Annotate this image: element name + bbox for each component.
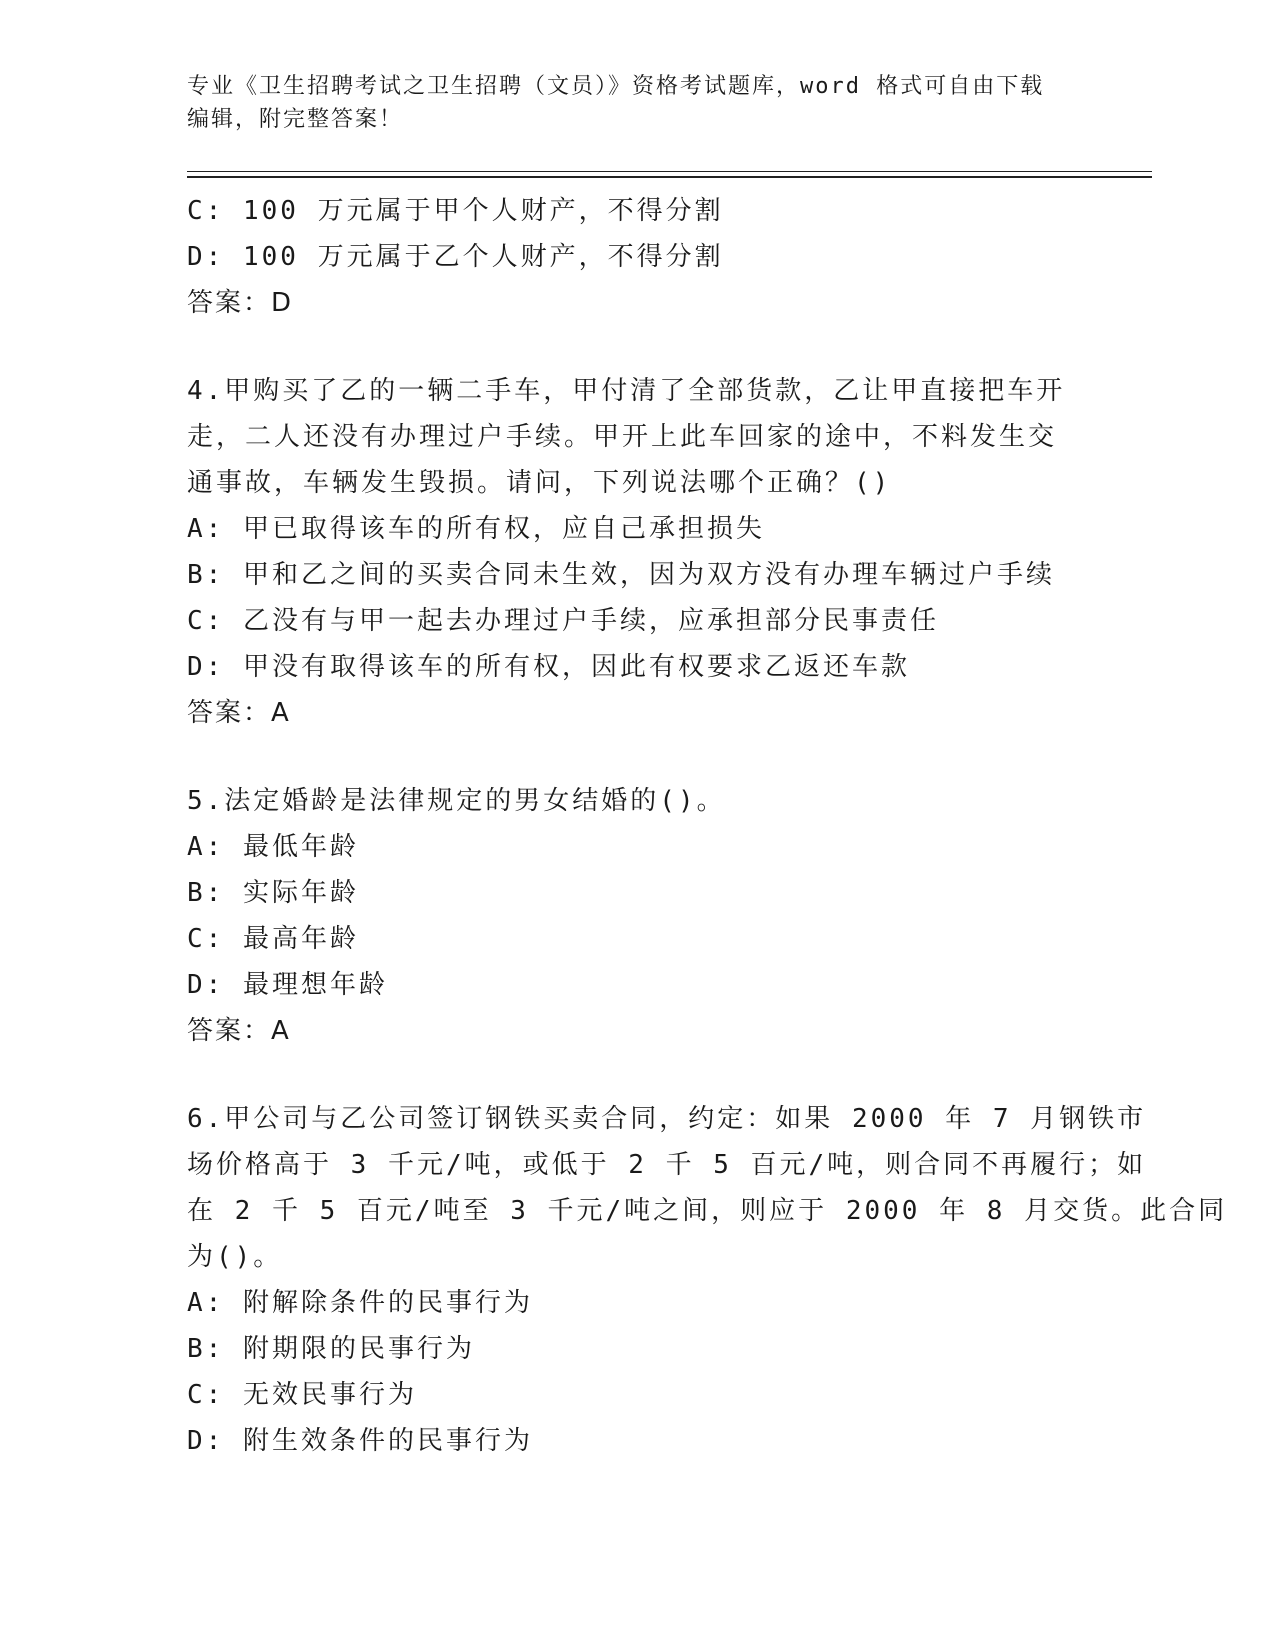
question-3 (187, 188, 1087, 326)
q6-stem-line-4: 为()。 (187, 1242, 283, 1272)
q6-stem-line-2: 场价格高于 3 千元/吨，或低于 2 千 5 百元/吨，则合同不再履行；如 (187, 1150, 1147, 1180)
q4-stem-line-2: 走，二人还没有办理过户手续。甲开上此车回家的途中，不料发生交 (187, 422, 1058, 452)
q6-stem-line-1: 6.甲公司与乙公司签订钢铁买卖合同，约定：如果 2000 年 7 月钢铁市 (187, 1104, 1147, 1134)
question-gap (187, 736, 1087, 778)
header-divider-thick (187, 176, 1152, 178)
q4-option-a: A: 甲已取得该车的所有权，应自己承担损失 (187, 514, 765, 544)
q5-option-c: C: 最高年龄 (187, 924, 359, 954)
q5-option-a: A: 最低年龄 (187, 832, 359, 862)
q4-stem-line-1: 4.甲购买了乙的一辆二手车，甲付清了全部货款，乙让甲直接把车开 (187, 376, 1066, 406)
q5-stem: 5.法定婚龄是法律规定的男女结婚的()。 (187, 786, 726, 816)
header-line-1: 专业《卫生招聘考试之卫生招聘（文员）》资格考试题库，word 格式可自由下载 (187, 74, 1045, 99)
header-divider-thin (187, 171, 1152, 172)
q3-answer: 答案：D (187, 288, 294, 318)
q5-option-d: D: 最理想年龄 (187, 970, 388, 1000)
q5-option-b: B: 实际年龄 (187, 878, 359, 908)
q6-option-c: C: 无效民事行为 (187, 1380, 417, 1410)
q4-option-b: B: 甲和乙之间的买卖合同未生效，因为双方没有办理车辆过户手续 (187, 560, 1055, 590)
q6-option-d: D: 附生效条件的民事行为 (187, 1426, 533, 1456)
document-header (187, 70, 1087, 136)
q6-stem-line-3: 在 2 千 5 百元/吨至 3 千元/吨之间，则应于 2000 年 8 月交货。此合同 (187, 1196, 1228, 1226)
question-5 (187, 778, 1087, 1054)
header-line-2: 编辑，附完整答案！ (187, 107, 404, 132)
q6-option-b: B: 附期限的民事行为 (187, 1334, 475, 1364)
question-4 (187, 368, 1087, 736)
q5-answer: 答案：A (187, 1016, 291, 1046)
q4-answer: 答案：A (187, 698, 291, 728)
q4-stem-line-3: 通事故，车辆发生毁损。请问，下列说法哪个正确？() (187, 468, 892, 498)
q3-option-c: C: 100 万元属于甲个人财产，不得分割 (187, 196, 724, 226)
q4-option-c: C: 乙没有与甲一起去办理过户手续，应承担部分民事责任 (187, 606, 939, 636)
question-gap (187, 1054, 1087, 1096)
q4-option-d: D: 甲没有取得该车的所有权，因此有权要求乙返还车款 (187, 652, 910, 682)
question-content (187, 188, 1228, 1464)
question-6 (187, 1096, 1228, 1464)
question-gap (187, 326, 1087, 368)
q3-option-d: D: 100 万元属于乙个人财产，不得分割 (187, 242, 724, 272)
q6-option-a: A: 附解除条件的民事行为 (187, 1288, 533, 1318)
